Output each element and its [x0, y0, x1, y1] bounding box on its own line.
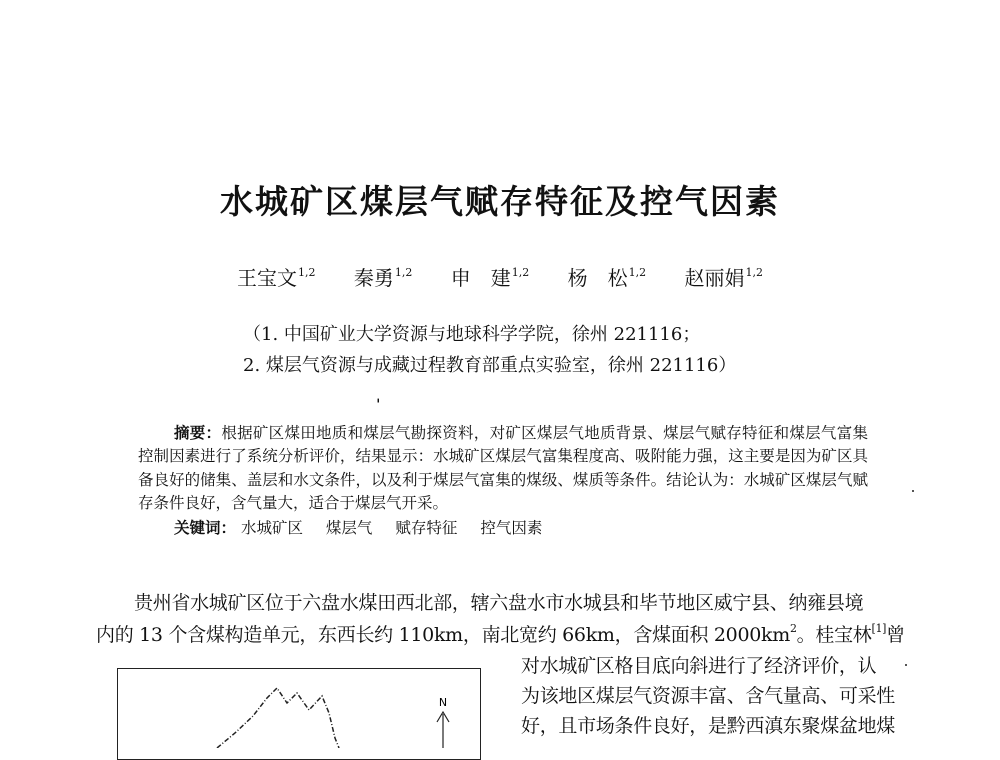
- north-label: N: [438, 696, 448, 709]
- author-affiliation: 1,2: [394, 266, 413, 279]
- superscript: 2: [789, 622, 797, 635]
- map-figure: [117, 668, 479, 748]
- author-affiliation: 1,2: [511, 266, 530, 279]
- body-text-line: [96, 620, 905, 647]
- author-affiliation: 1,2: [628, 266, 647, 279]
- author-name: 王宝文: [237, 266, 298, 290]
- body-text: 曾: [886, 624, 905, 646]
- scan-speck: [905, 664, 907, 666]
- mining-area-boundary: [217, 688, 339, 748]
- body-text-line: 对水城矿区格目底向斜进行了经济评价，认: [521, 655, 877, 677]
- body-text: 内的 13 个含煤构造单元，东西长约 110km，南北宽约 66km，含煤面积 2000km: [96, 624, 790, 646]
- body-text-line: 好，且市场条件良好，是黔西滇东聚煤盆地煤: [521, 715, 896, 737]
- abstract-paragraph: [138, 422, 868, 516]
- author: [684, 262, 763, 291]
- author-name: 秦勇: [353, 266, 394, 290]
- affiliation-line-2: 2. 煤层气资源与成藏过程教育部重点实验室，徐州 221116）: [243, 355, 737, 376]
- body-text: 。桂宝林: [796, 624, 872, 646]
- keyword: 赋存特征: [395, 518, 458, 537]
- abstract-block: [138, 422, 868, 540]
- body-text-line: 为该地区煤层气资源丰富、含气量高、可采性: [521, 685, 896, 707]
- keywords-line: [138, 517, 868, 540]
- stray-mark: ˌ: [376, 386, 381, 405]
- keyword: 水城矿区: [240, 518, 303, 537]
- citation-ref: [1]: [871, 622, 887, 635]
- author-list: [0, 262, 1000, 291]
- abstract-text: 根据矿区煤田地质和煤层气勘探资料，对矿区煤层气地质背景、煤层气赋存特征和煤层气富集控制因素进行了系统分析评价，结果显示：水城矿区煤层气富集程度高、吸附能力强，这主要是因为矿区具备良好的储集、盖层和水文条件，以及利于煤层气富集的煤级、煤质等条件。结论认为：水城矿区煤层气赋存条件良好，含气量大，适合于煤层气开采。: [138, 424, 868, 513]
- author: [237, 262, 316, 291]
- author-affiliation: 1,2: [298, 266, 316, 279]
- author: [568, 262, 647, 291]
- author: [451, 262, 530, 291]
- author: [354, 262, 413, 291]
- keyword: 控气因素: [480, 518, 543, 537]
- paper-title: 水城矿区煤层气赋存特征及控气因素: [220, 182, 780, 221]
- abstract-label: 摘要：: [174, 424, 222, 442]
- affiliation-line-1: （1. 中国矿业大学资源与地球科学学院，徐州 221116；: [243, 324, 701, 345]
- author-affiliation: 1,2: [745, 266, 763, 279]
- body-text-line: 贵州省水城矿区位于六盘水煤田西北部，辖六盘水市水城县和毕节地区威宁县、纳雍县境: [134, 592, 864, 614]
- keywords-label: 关键词：: [174, 518, 237, 537]
- author-name: 赵丽娟: [684, 266, 745, 290]
- keyword: 煤层气: [325, 518, 373, 537]
- author-name: 申 建: [450, 266, 511, 290]
- author-name: 杨 松: [567, 266, 628, 290]
- scan-speck: [912, 490, 914, 492]
